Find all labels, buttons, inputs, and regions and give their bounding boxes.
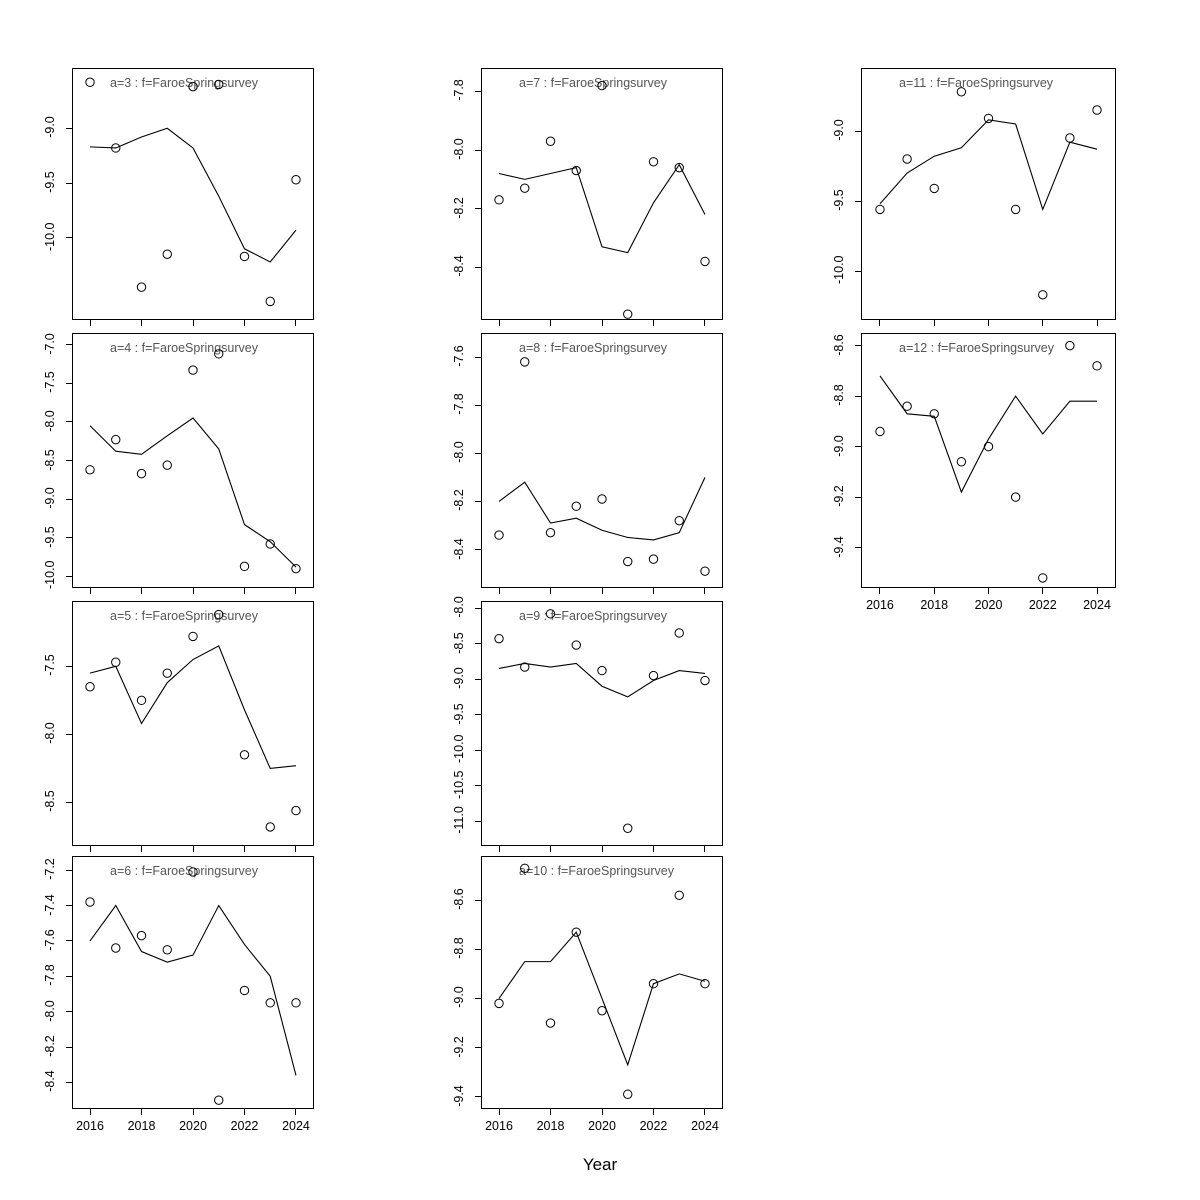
x-tick-label: 2018: [536, 1119, 565, 1133]
y-tick-label: -7.0: [43, 332, 57, 355]
y-tick-label: -8.4: [452, 537, 466, 560]
y-tick-label: -9.0: [43, 116, 57, 139]
y-tick-label: -9.0: [43, 487, 57, 509]
x-tick-label: 2022: [639, 1119, 668, 1133]
y-tick-label: -7.5: [43, 371, 57, 393]
y-tick-label: -9.0: [832, 119, 846, 141]
x-tick-label: 2022: [1028, 598, 1057, 612]
panel-title: a=5 : f=FaroeSpringsurvey: [110, 609, 258, 623]
y-tick-label: -8.5: [452, 631, 466, 654]
x-tick-label: 2024: [691, 1119, 719, 1133]
y-tick-label: -7.8: [43, 964, 57, 987]
y-tick-label: -9.0: [452, 667, 466, 689]
x-tick-label: 2020: [588, 1119, 616, 1133]
y-tick-label: -8.4: [43, 1070, 57, 1093]
y-tick-label: -8.0: [452, 441, 466, 464]
y-tick-label: -7.8: [452, 79, 466, 102]
y-tick-label: -9.0: [452, 986, 466, 1009]
observation-point: [876, 427, 884, 435]
fitted-line: [880, 376, 1097, 492]
y-tick-label: -7.4: [43, 893, 57, 916]
y-tick-label: -10.5: [452, 770, 466, 799]
y-tick-label: -8.0: [452, 596, 466, 618]
y-tick-label: -8.0: [43, 722, 57, 745]
x-tick-label: 2018: [920, 598, 949, 612]
y-tick-label: -8.4: [452, 255, 466, 278]
y-tick-label: -8.2: [452, 489, 466, 512]
panel-title: a=9 : f=FaroeSpringsurvey: [519, 609, 667, 623]
x-tick-label: 2020: [179, 1119, 207, 1133]
panel-title: a=6 : f=FaroeSpringsurvey: [110, 864, 258, 878]
y-tick-label: -8.5: [43, 790, 57, 813]
observation-point: [1039, 574, 1047, 582]
x-axis-label: Year: [582, 1155, 618, 1174]
y-tick-label: -9.4: [832, 535, 846, 558]
y-tick-label: -10.0: [43, 560, 57, 590]
panel-title: a=4 : f=FaroeSpringsurvey: [110, 341, 258, 355]
x-tick-label: 2022: [230, 1119, 259, 1133]
observation-point: [1066, 341, 1074, 349]
y-tick-label: -7.2: [43, 858, 57, 880]
y-tick-label: -8.2: [43, 1035, 57, 1057]
panel-title: a=12 : f=FaroeSpringsurvey: [899, 341, 1054, 355]
panel-title: a=11 : f=FaroeSpringsurvey: [899, 76, 1054, 90]
y-tick-label: -9.5: [832, 189, 846, 211]
observation-point: [1011, 493, 1019, 501]
y-tick-label: -7.5: [43, 654, 57, 677]
panel-title: a=8 : f=FaroeSpringsurvey: [519, 341, 667, 355]
y-tick-label: -8.2: [452, 196, 466, 219]
x-tick-label: 2018: [127, 1119, 156, 1133]
x-tick-label: 2016: [76, 1119, 104, 1133]
x-tick-label: 2024: [1083, 598, 1111, 612]
y-tick-label: -8.5: [43, 448, 57, 471]
x-tick-label: 2020: [974, 598, 1003, 612]
y-tick-label: -8.8: [832, 384, 846, 406]
y-tick-label: -9.5: [43, 526, 57, 548]
y-tick-label: -8.0: [452, 138, 466, 160]
y-tick-label: -8.8: [452, 937, 466, 960]
y-tick-label: -8.6: [832, 333, 846, 356]
x-tick-label: 2016: [485, 1119, 513, 1133]
y-tick-label: -11.0: [452, 806, 466, 834]
y-tick-label: -8.0: [43, 410, 57, 432]
y-tick-label: -7.8: [452, 393, 466, 415]
y-tick-label: -9.2: [452, 1035, 466, 1058]
y-tick-label: -9.0: [832, 434, 846, 457]
y-tick-label: -8.6: [452, 888, 466, 910]
y-tick-label: -9.5: [452, 702, 466, 725]
y-tick-label: -10.0: [832, 255, 846, 284]
x-tick-label: 2016: [866, 598, 894, 612]
y-tick-label: -9.2: [832, 485, 846, 507]
panel-title: a=7 : f=FaroeSpringsurvey: [519, 76, 667, 90]
y-tick-label: -8.0: [43, 999, 57, 1022]
observation-point: [957, 458, 965, 466]
y-tick-label: -10.0: [452, 734, 466, 764]
y-tick-label: -7.6: [452, 345, 466, 367]
y-tick-label: -7.6: [43, 929, 57, 951]
y-tick-label: -9.4: [452, 1084, 466, 1107]
y-tick-label: -10.0: [43, 222, 57, 251]
y-tick-label: -9.5: [43, 171, 57, 193]
panel-title: a=3 : f=FaroeSpringsurvey: [110, 76, 258, 90]
observation-point: [1093, 362, 1101, 370]
panel-title: a=10 : f=FaroeSpringsurvey: [519, 864, 674, 878]
x-tick-label: 2024: [282, 1119, 310, 1133]
